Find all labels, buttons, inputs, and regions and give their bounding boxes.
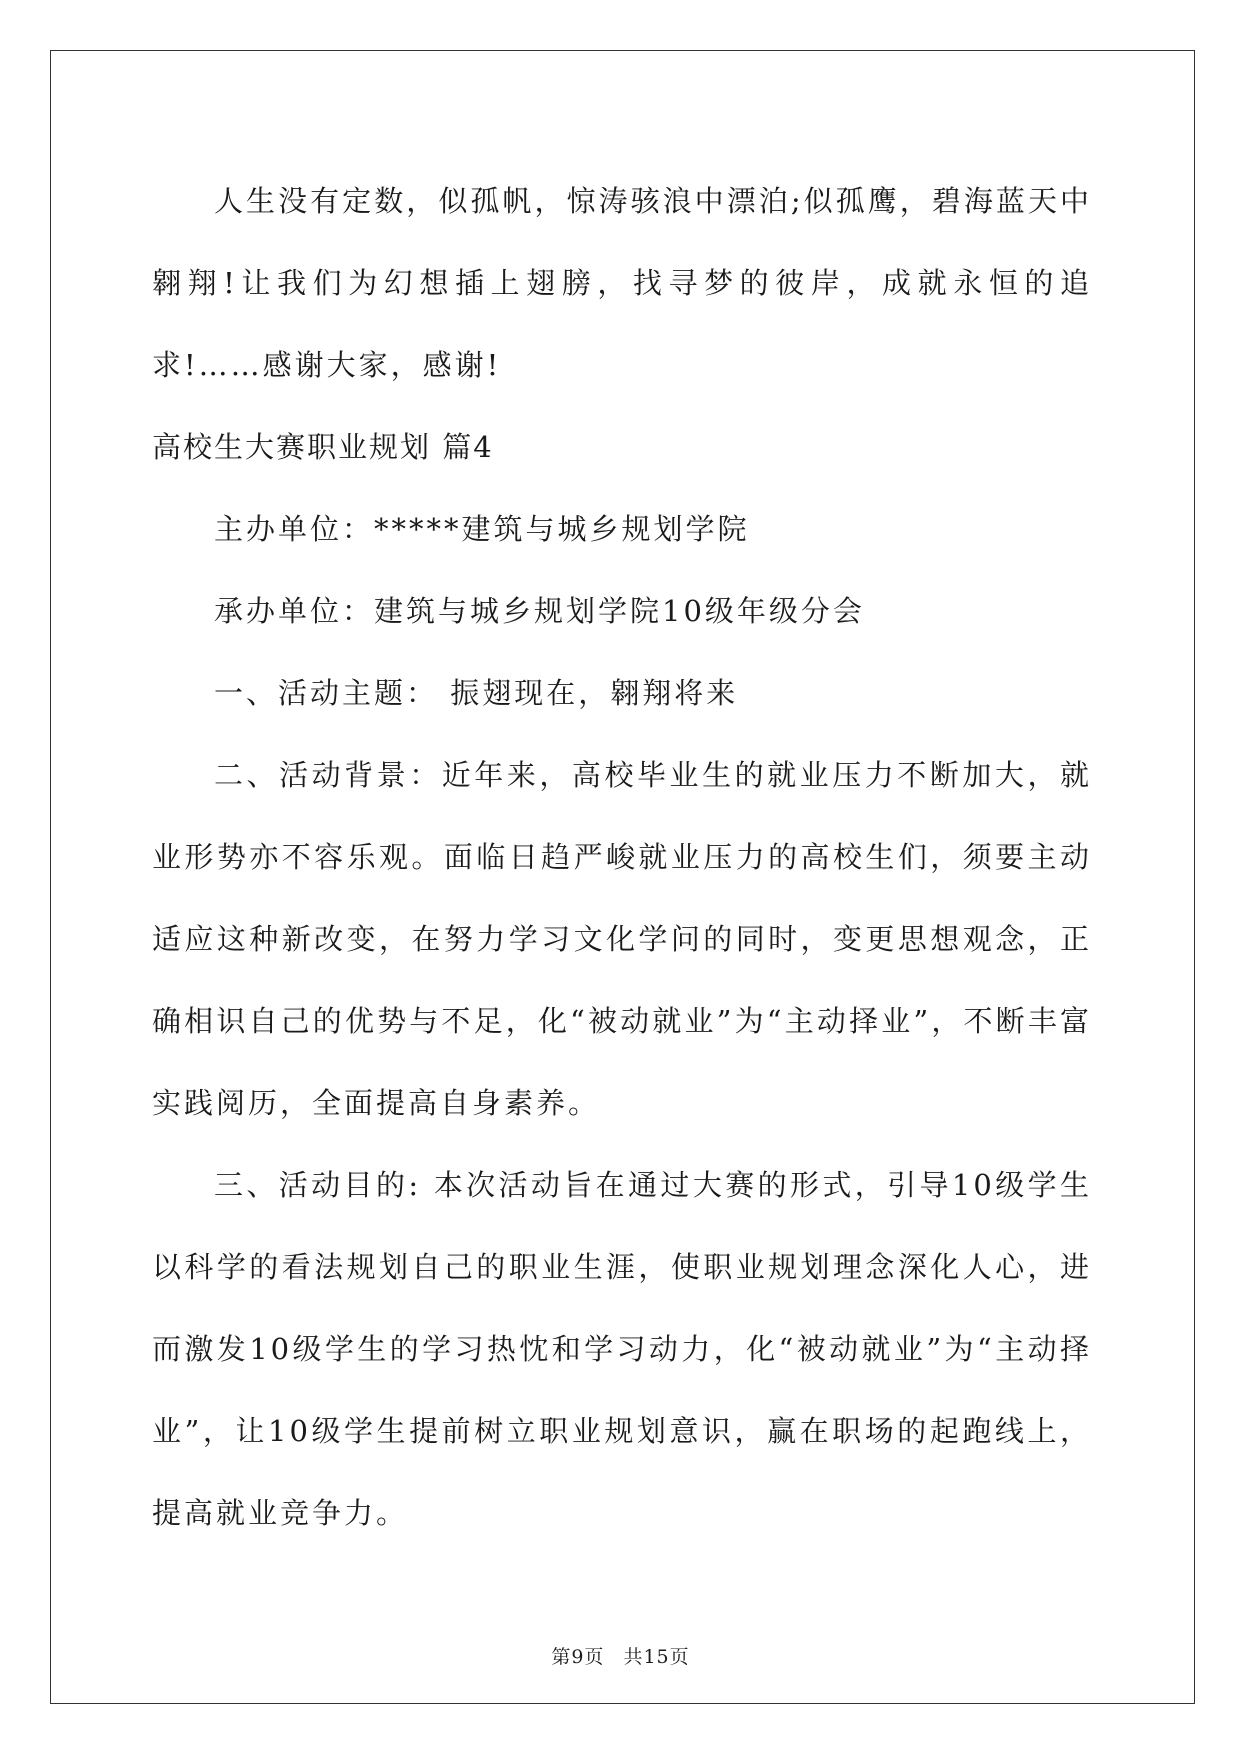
paragraph-co-organizer: 承办单位：建筑与城乡规划学院10级年级分会 xyxy=(214,594,865,628)
section-title: 高校生大赛职业规划 篇4 xyxy=(152,430,494,464)
page-number-total: 共15页 xyxy=(623,1646,690,1668)
document-body xyxy=(152,160,1092,1554)
paragraph-organizer: 主办单位：*****建筑与城乡规划学院 xyxy=(214,512,750,546)
page-number-current: 第9页 xyxy=(551,1646,605,1668)
paragraph-closing: 人生没有定数，似孤帆，惊涛骇浪中漂泊;似孤鹰，碧海蓝天中翱翔!让我们为幻想插上翅膀，找寻梦的彼岸，成就永恒的追求!……感谢大家，感谢! xyxy=(152,184,1092,382)
paragraph-theme: 一、活动主题： 振翅现在，翱翔将来 xyxy=(214,676,739,710)
page-footer xyxy=(0,1642,1241,1669)
paragraph-purpose: 三、活动目的: 本次活动旨在通过大赛的形式，引导10级学生以科学的看法规划自己的职业生涯，使职业规划理念深化人心，进而激发10级学生的学习热忱和学习动力，化“被动就业”为“主动择业”，让10级学生提前树立职业规划意识，赢在职场的起跑线上，提高就业竞争力。 xyxy=(152,1168,1092,1530)
paragraph-background: 二、活动背景：近年来，高校毕业生的就业压力不断加大，就业形势亦不容乐观。面临日趋严峻就业压力的高校生们，须要主动适应这种新改变，在努力学习文化学问的同时，变更思想观念，正确相识自己的优势与不足，化“被动就业”为“主动择业”，不断丰富实践阅历，全面提高自身素养。 xyxy=(152,758,1092,1120)
